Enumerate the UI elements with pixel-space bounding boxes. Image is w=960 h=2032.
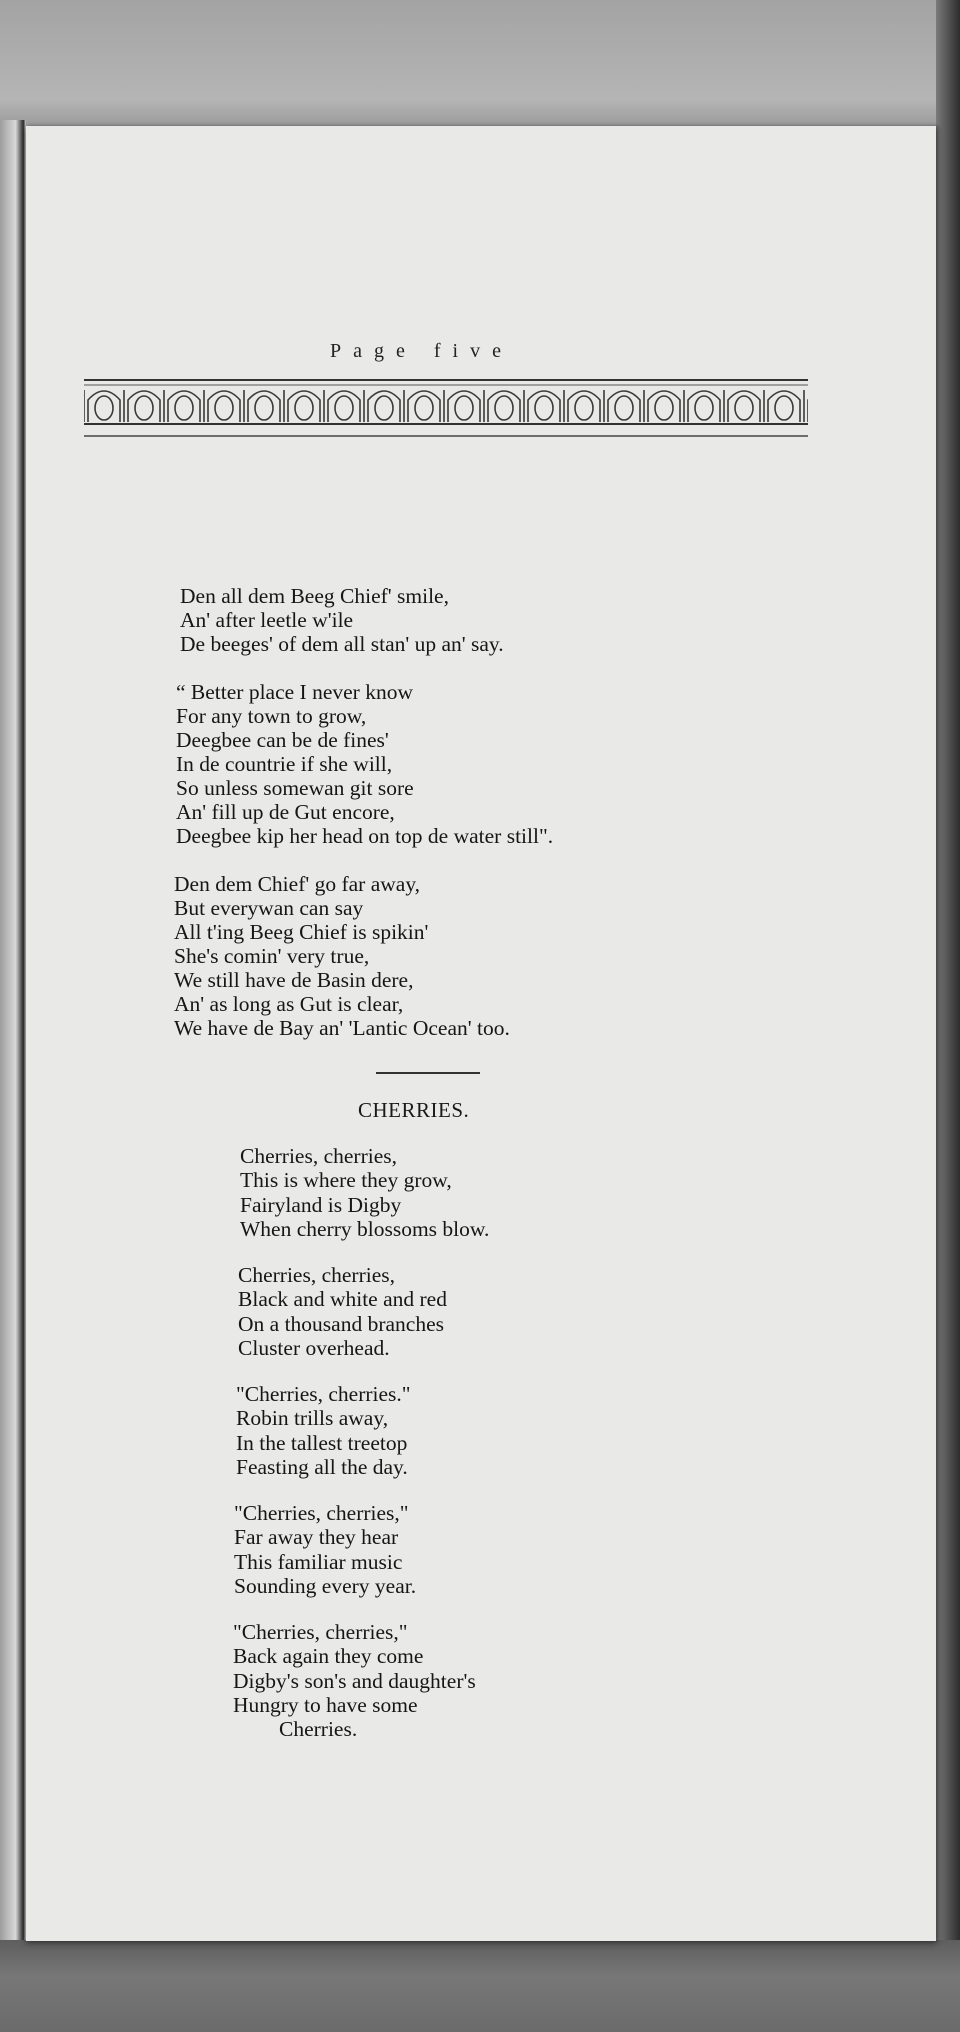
verse-line: "Cherries, cherries,"	[234, 1501, 409, 1525]
ornament-egg	[735, 396, 753, 420]
bottom-edge	[0, 1940, 960, 2032]
stanza-3	[174, 872, 510, 1040]
verse-line: An' after leetle w'ile	[180, 608, 354, 632]
verse-line: "Cherries, cherries."	[236, 1382, 411, 1406]
verse-line: Cherries.	[279, 1717, 358, 1742]
verse-line: This familiar music	[234, 1549, 403, 1574]
verse-line: An' fill up de Gut encore,	[176, 800, 395, 824]
ornament-egg	[135, 396, 153, 420]
verse-line: Hungry to have some	[233, 1692, 418, 1717]
ornament-egg	[95, 396, 113, 420]
verse-line: We have de Bay an' 'Lantic Ocean' too.	[174, 1016, 510, 1040]
verse-line: Digby's son's and daughter's	[233, 1668, 476, 1693]
verse-line: Feasting all the day.	[236, 1454, 408, 1479]
cherries-stanza-4	[234, 1501, 416, 1598]
verse-line: In de countrie if she will,	[176, 752, 393, 776]
verse-line: Deegbee kip her head on top de water still".	[176, 824, 554, 848]
verse-line: "Cherries, cherries,"	[233, 1620, 408, 1644]
cherries-stanza-3	[236, 1382, 411, 1479]
verse-line: Sounding every year.	[234, 1573, 417, 1598]
verse-line: She's comin' very true,	[174, 944, 370, 968]
ornament-egg	[375, 396, 393, 420]
ornament-egg	[335, 396, 353, 420]
ornament-egg	[295, 396, 313, 420]
decorative-border	[84, 378, 808, 440]
stanza-1	[180, 584, 504, 656]
verse-line: This is where they grow,	[240, 1168, 452, 1193]
poem-title: CHERRIES.	[358, 1098, 470, 1122]
binding-edge	[0, 120, 26, 1940]
verse-line: Fairyland is Digby	[240, 1192, 402, 1217]
verse-line: An' as long as Gut is clear,	[174, 992, 404, 1016]
ornament-egg	[215, 396, 233, 420]
verse-line: Den dem Chief' go far away,	[174, 872, 421, 896]
verse-line: So unless somewan git sore	[176, 776, 414, 800]
verse-line: We still have de Basin dere,	[174, 968, 414, 992]
verse-line: “ Better place I never know	[176, 680, 413, 704]
stanza-2	[176, 680, 553, 848]
section-divider	[376, 1072, 480, 1074]
verse-line: De beeges' of dem all stan' up an' say.	[180, 632, 504, 656]
cherries-stanza-1	[240, 1144, 489, 1241]
verse-line: Cherries, cherries,	[240, 1144, 397, 1168]
verse-line: On a thousand branches	[238, 1311, 444, 1336]
ornament-egg	[655, 396, 673, 420]
cover-edge	[0, 0, 960, 125]
ornament-egg	[775, 396, 793, 420]
verse-line: For any town to grow,	[176, 704, 367, 728]
running-head: Page five	[330, 340, 513, 362]
verse-line: Den all dem Beeg Chief' smile,	[180, 584, 449, 608]
verse-line: Cluster overhead.	[238, 1335, 390, 1360]
ornament-egg	[575, 396, 593, 420]
verse-line: Black and white and red	[238, 1287, 447, 1312]
verse-line: All t'ing Beeg Chief is spikin'	[174, 920, 429, 944]
verse-line: Cherries, cherries,	[238, 1263, 395, 1287]
ornament-egg	[495, 396, 513, 420]
verse-line: In the tallest treetop	[236, 1430, 408, 1455]
ornament-egg	[535, 396, 553, 420]
ornament-egg	[455, 396, 473, 420]
right-edge	[936, 0, 960, 2032]
verse-line: Back again they come	[233, 1644, 424, 1669]
ornament-egg	[615, 396, 633, 420]
ornament-egg	[415, 396, 433, 420]
cherries-stanza-2	[238, 1263, 447, 1360]
cherries-stanza-5	[233, 1620, 476, 1741]
ornament-egg	[175, 396, 193, 420]
ornament-egg	[695, 396, 713, 420]
verse-line: Robin trills away,	[236, 1406, 389, 1431]
verse-line: But everywan can say	[174, 896, 364, 920]
verse-line: When cherry blossoms blow.	[240, 1216, 490, 1241]
verse-line: Far away they hear	[234, 1525, 399, 1550]
verse-line: Deegbee can be de fines'	[176, 728, 389, 752]
ornament-egg	[255, 396, 273, 420]
